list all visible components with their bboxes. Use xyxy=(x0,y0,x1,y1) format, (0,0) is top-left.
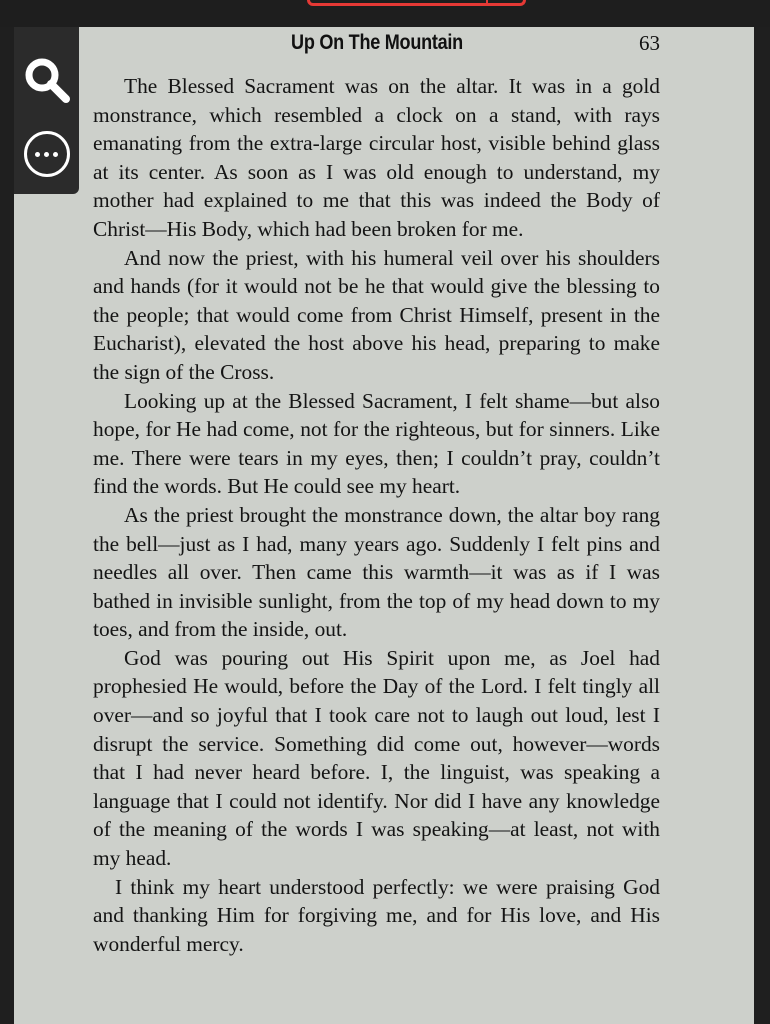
more-options-icon xyxy=(24,131,70,177)
more-options-button[interactable] xyxy=(14,119,79,189)
reader-tool-panel xyxy=(14,27,79,194)
search-button[interactable] xyxy=(14,45,79,115)
paragraph: And now the priest, with his humeral veil over his shoulders and hands (for it would not be he that would give the blessing to the people; that would come from Christ Himself, present in the Eucharist), elevated the host above his head, preparing to make the sign of the Cross. xyxy=(93,245,660,384)
top-tab-indicator[interactable] xyxy=(307,0,526,6)
paragraph: As the priest brought the monstrance down, the altar boy rang the bell—just as I had, many years ago. Suddenly I felt pins and needles all over. Then came this warmth—it was as if I was bathed in invisible sunlight, from the top of my head down to my toes, and from the inside, out. xyxy=(93,502,660,642)
page-number: 63 xyxy=(639,31,660,55)
running-title: Up On The Mountain xyxy=(291,31,463,54)
page-body-text xyxy=(93,72,660,958)
paragraph: I think my heart understood perfectly: we were praising God and thanking Him for forgiving me, and for His love, and His wonderful mercy. xyxy=(93,874,660,956)
paragraph: Looking up at the Blessed Sacrament, I felt shame—but also hope, for He had come, not for the righteous, but for sinners. Like me. There were tears in my eyes, then; I couldn’t pray, couldn’t find the words. But He could see my heart. xyxy=(93,388,660,499)
paragraph: The Blessed Sacrament was on the altar. It was in a gold monstrance, which resembled a clock on a stand, with rays emanating from the extra-large circular host, visible behind glass at its center. As soon as I was old enough to understand, my mother had explained to me that this was indeed the Body of Christ—His Body, which had been broken for me. xyxy=(93,74,660,241)
page-header xyxy=(94,27,660,63)
top-status-bar xyxy=(0,0,770,27)
paragraph: God was pouring out His Spirit upon me, as Joel had prophesied He would, before the Day of the Lord. I felt tingly all over—and so joyful that I took care not to laugh out loud, lest I disrupt the service. Something did come out, however—words that I had never heard before. I, the linguist, was speaking a language that I could not identify. Nor did I have any knowledge of the meaning of the words I was speaking—at least, not with my head. xyxy=(93,645,660,871)
book-page[interactable] xyxy=(14,27,754,1024)
search-icon xyxy=(22,55,72,105)
